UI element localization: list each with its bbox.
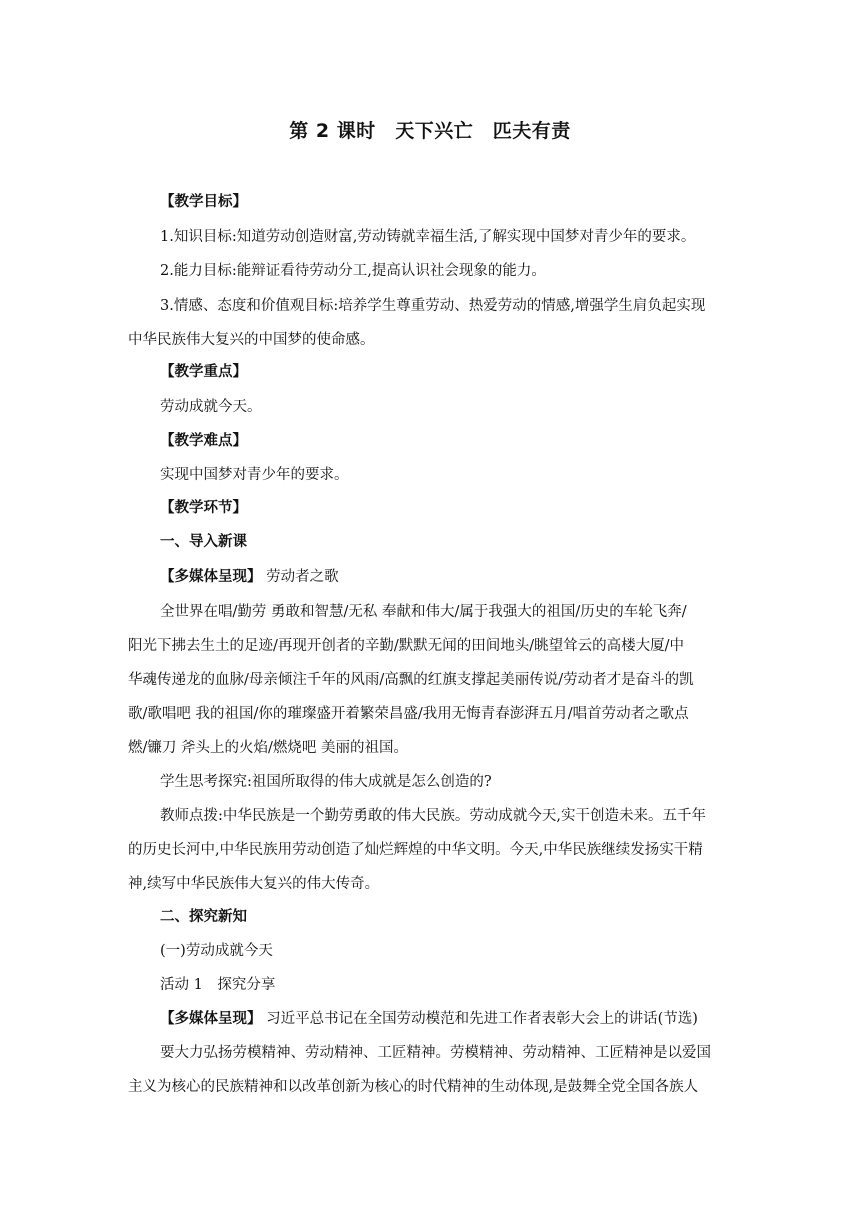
speech-line-1: 要大力弘扬劳模精神、劳动精神、工匠精神。劳模精神、劳动精神、工匠精神是以爱国 <box>160 1045 711 1061</box>
key-point-text: 劳动成就今天。 <box>160 399 262 415</box>
multimedia-1-line <box>160 565 339 586</box>
poem-line-1: 全世界在唱/勤劳 勇敢和智慧/无私 奉献和伟大/属于我强大的祖国/历史的车轮飞奔/ <box>160 604 687 620</box>
speech-line-2: 主义为核心的民族精神和以改革创新为核心的时代精神的生动体现,是鼓舞全党全国各族人 <box>128 1079 699 1095</box>
teacher-guide-line-3: 神,续写中华民族伟大复兴的伟大传奇。 <box>128 876 380 892</box>
student-think: 学生思考探究:祖国所取得的伟大成就是怎么创造的? <box>160 774 492 790</box>
heading-section-2: 二、探究新知 <box>160 909 247 925</box>
multimedia-2-line <box>160 1007 698 1028</box>
lesson-title: 第 2 课时 天下兴亡 匹夫有责 <box>289 120 571 142</box>
heading-difficulty: 【教学难点】 <box>160 433 247 449</box>
heading-key-point: 【教学重点】 <box>160 364 247 380</box>
multimedia-2-title: 习近平总书记在全国劳动模范和先进工作者表彰大会上的讲话(节选) <box>261 1011 698 1027</box>
multimedia-1-label: 【多媒体呈现】 <box>160 569 262 585</box>
objective-1: 1.知识目标:知道劳动创造财富,劳动铸就幸福生活,了解实现中国梦对青少年的要求。 <box>160 229 696 245</box>
heading-objectives: 【教学目标】 <box>160 194 247 210</box>
objective-3-line-2: 中华民族伟大复兴的中国梦的使命感。 <box>128 332 375 348</box>
multimedia-1-title: 劳动者之歌 <box>261 569 339 585</box>
poem-line-4: 歌/歌唱吧 我的祖国/你的璀璨盛开着繁荣昌盛/我用无悔青春澎湃五月/唱首劳动者之歌点 <box>128 706 689 722</box>
objective-2: 2.能力目标:能辩证看待劳动分工,提高认识社会现象的能力。 <box>160 263 546 279</box>
difficulty-text: 实现中国梦对青少年的要求。 <box>160 467 349 483</box>
poem-line-5: 燃/镰刀 斧头上的火焰/燃烧吧 美丽的祖国。 <box>128 740 408 756</box>
multimedia-2-label: 【多媒体呈现】 <box>160 1011 262 1027</box>
teacher-guide-line-1: 教师点拨:中华民族是一个勤劳勇敢的伟大民族。劳动成就今天,实干创造未来。五千年 <box>160 808 706 824</box>
poem-line-2: 阳光下拂去生土的足迹/再现开创者的辛勤/默默无闻的田间地头/眺望耸云的高楼大厦/中 <box>128 638 685 654</box>
heading-section-1: 一、导入新课 <box>160 534 247 550</box>
activity-1: 活动 1 探究分享 <box>160 977 276 993</box>
heading-process: 【教学环节】 <box>160 500 247 516</box>
poem-line-3: 华魂传递龙的血脉/母亲倾注千年的风雨/高飘的红旗支撑起美丽传说/劳动者才是奋斗的凯 <box>128 672 694 688</box>
subsection-1: (一)劳动成就今天 <box>160 943 273 959</box>
objective-3-line-1: 3.情感、态度和价值观目标:培养学生尊重劳动、热爱劳动的情感,增强学生肩负起实现 <box>160 298 706 314</box>
teacher-guide-line-2: 的历史长河中,中华民族用劳动创造了灿烂辉煌的中华文明。今天,中华民族继续发扬实干精 <box>128 842 703 858</box>
